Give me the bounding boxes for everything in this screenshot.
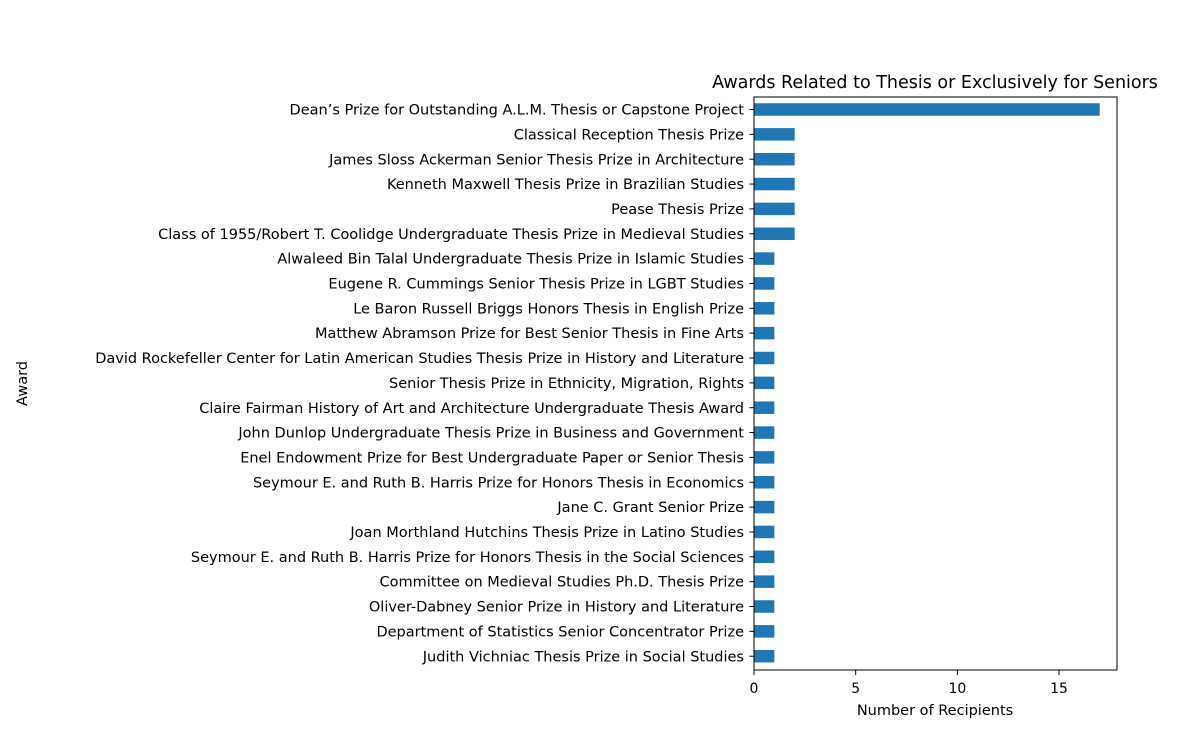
bar — [754, 377, 774, 390]
category-label: John Dunlop Undergraduate Thesis Prize in Business and Government — [238, 425, 744, 442]
bar — [754, 575, 774, 588]
category-label: Seymour E. and Ruth B. Harris Prize for Honors Thesis in Economics — [252, 475, 744, 492]
x-axis-label: Number of Recipients — [856, 703, 1014, 719]
bar — [754, 476, 774, 489]
bar — [754, 228, 795, 241]
bar — [754, 128, 795, 141]
bar — [754, 178, 795, 191]
category-label: Le Baron Russell Briggs Honors Thesis in English Prize — [353, 301, 744, 318]
category-label: James Sloss Ackerman Senior Thesis Prize in Architecture — [329, 152, 744, 169]
category-label: Matthew Abramson Prize for Best Senior Thesis in Fine Arts — [314, 326, 744, 343]
x-tick-label: 15 — [1050, 681, 1068, 697]
x-tick-label: 5 — [851, 681, 861, 697]
plot-frame — [754, 97, 1117, 670]
bar — [754, 426, 774, 439]
category-label: Oliver-Dabney Senior Prize in History and Literature — [368, 599, 744, 616]
category-label: Department of Statistics Senior Concentrator Prize — [376, 624, 744, 641]
bar — [754, 203, 795, 216]
bar — [754, 103, 1100, 116]
bar — [754, 451, 774, 464]
bar — [754, 625, 774, 638]
category-label: Eugene R. Cummings Senior Thesis Prize in LGBT Studies — [328, 276, 744, 293]
category-labels-group — [95, 103, 754, 666]
category-label: Senior Thesis Prize in Ethnicity, Migration, Rights — [388, 375, 744, 392]
bars-group — [754, 103, 1100, 662]
chart-title: Awards Related to Thesis or Exclusively for Seniors — [712, 73, 1158, 93]
x-tick-label: 10 — [948, 681, 967, 697]
category-label: Jane C. Grant Senior Prize — [557, 500, 744, 517]
category-label: Committee on Medieval Studies Ph.D. Thesis Prize — [379, 574, 744, 591]
bar — [754, 401, 774, 414]
bar — [754, 153, 795, 166]
bar — [754, 277, 774, 290]
category-label: Claire Fairman History of Art and Architecture Undergraduate Thesis Award — [199, 400, 744, 417]
bar — [754, 501, 774, 513]
category-label: Dean’s Prize for Outstanding A.L.M. Thesis or Capstone Project — [289, 102, 744, 119]
bar — [754, 252, 774, 265]
category-label: Judith Vichniac Thesis Prize in Social Studies — [422, 649, 744, 666]
category-label: Class of 1955/Robert T. Coolidge Undergraduate Thesis Prize in Medieval Studies — [158, 226, 744, 243]
x-tick-label: 0 — [749, 681, 759, 697]
category-label: Kenneth Maxwell Thesis Prize in Brazilian Studies — [386, 177, 744, 194]
bar — [754, 600, 774, 613]
x-ticks-group — [750, 670, 1068, 697]
category-label: Seymour E. and Ruth B. Harris Prize for Honors Thesis in the Social Sciences — [190, 549, 744, 566]
bar — [754, 650, 774, 663]
category-label: Classical Reception Thesis Prize — [513, 127, 744, 144]
bar — [754, 352, 774, 365]
category-label: Enel Endowment Prize for Best Undergraduate Paper or Senior Thesis — [240, 450, 744, 467]
category-label: David Rockefeller Center for Latin American Studies Thesis Prize in History and Literature — [95, 351, 744, 368]
bar — [754, 302, 774, 315]
category-label: Alwaleed Bin Talal Undergraduate Thesis Prize in Islamic Studies — [277, 251, 744, 268]
bar — [754, 327, 774, 340]
bar — [754, 526, 774, 539]
category-label: Joan Morthland Hutchins Thesis Prize in Latino Studies — [350, 525, 744, 542]
category-label: Pease Thesis Prize — [611, 201, 744, 218]
bar — [754, 551, 774, 564]
y-axis-label: Award — [15, 361, 31, 406]
